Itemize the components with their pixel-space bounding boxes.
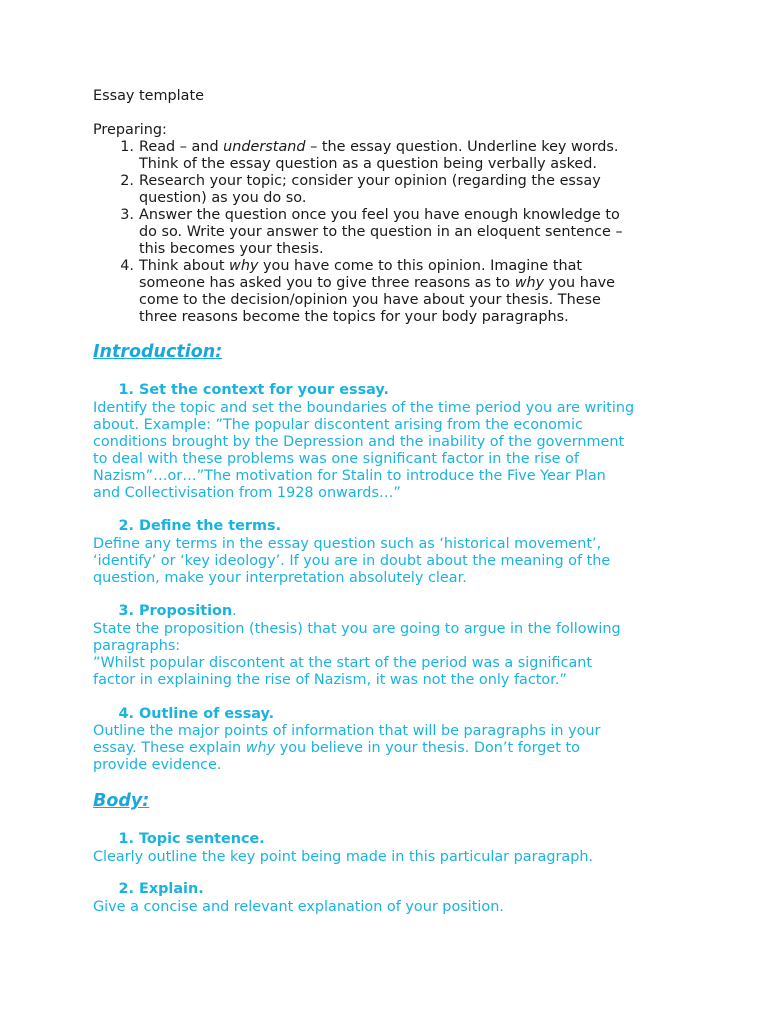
paragraph-line: question, make your interpretation absolutely clear.	[93, 570, 467, 586]
paragraph-line: State the proposition (thesis) that you are going to argue in the following	[93, 621, 621, 637]
paragraph-line: Nazism”…or…”The motivation for Stalin to introduce the Five Year Plan	[93, 468, 606, 484]
paragraph-line: factor in explaining the rise of Nazism, it was not the only factor.”	[93, 672, 567, 688]
paragraph-line: Identify the topic and set the boundaries of the time period you are writing	[93, 400, 635, 416]
list-number: 3.	[120, 207, 134, 223]
subheading: Proposition.	[139, 603, 237, 619]
paragraph-line: about. Example: ”The popular discontent arising from the economic	[93, 417, 583, 433]
list-number: 1.	[118, 382, 134, 398]
list-item-line: three reasons become the topics for your body paragraphs.	[139, 309, 569, 325]
list-item-line: Research your topic; consider your opinion (regarding the essay	[139, 173, 601, 189]
list-number: 2.	[118, 881, 134, 897]
list-number: 4.	[118, 706, 134, 722]
list-item-line: Read – and understand – the essay question. Underline key words.	[139, 139, 619, 155]
paragraph-line: Clearly outline the key point being made in this particular paragraph.	[93, 849, 594, 865]
subheading: Explain.	[139, 881, 204, 897]
paragraph-line: Define any terms in the essay question such as ‘historical movement’,	[93, 536, 602, 552]
section-heading-introduction: Introduction:	[93, 342, 223, 362]
list-item-line: someone has asked you to give three reasons as to why you have	[139, 275, 616, 291]
list-number: 2.	[120, 173, 134, 189]
paragraph-line: and Collectivisation from 1928 onwards…”	[93, 485, 401, 501]
list-number: 3.	[118, 603, 134, 619]
paragraph-line: to deal with these problems was one significant factor in the rise of	[93, 451, 579, 467]
list-item-line: question) as you do so.	[139, 190, 307, 206]
subheading: Define the terms.	[139, 518, 282, 534]
paragraph-line: provide evidence.	[93, 757, 222, 773]
preparing-label: Preparing:	[93, 122, 167, 138]
paragraph-line: Give a concise and relevant explanation of your position.	[93, 899, 504, 915]
list-item-line: Think about why you have come to this opinion. Imagine that	[139, 258, 583, 274]
paragraph-line: conditions brought by the Depression and the inability of the government	[93, 434, 625, 450]
paragraph-line: paragraphs:	[93, 638, 181, 654]
subheading: Topic sentence.	[139, 831, 265, 847]
list-item-line: do so. Write your answer to the question in an eloquent sentence –	[139, 224, 623, 240]
paragraph-line: essay. These explain why you believe in your thesis. Don’t forget to	[93, 740, 580, 756]
list-item-line: this becomes your thesis.	[139, 241, 324, 257]
list-number: 1.	[120, 139, 134, 155]
list-item-line: come to the decision/opinion you have about your thesis. These	[139, 292, 601, 308]
section-heading-body: Body:	[93, 791, 150, 811]
list-number: 2.	[118, 518, 134, 534]
list-number: 4.	[120, 258, 134, 274]
list-number: 1.	[118, 831, 134, 847]
document-title: Essay template	[93, 88, 204, 104]
paragraph-line: Outline the major points of information that will be paragraphs in your	[93, 723, 601, 739]
list-item-line: Think of the essay question as a question being verbally asked.	[139, 156, 597, 172]
paragraph-line: ‘identify’ or ‘key ideology’. If you are in doubt about the meaning of the	[93, 553, 611, 569]
paragraph-line: ”Whilst popular discontent at the start of the period was a significant	[93, 655, 593, 671]
subheading: Outline of essay.	[139, 706, 275, 722]
subheading: Set the context for your essay.	[139, 382, 389, 398]
list-item-line: Answer the question once you feel you have enough knowledge to	[139, 207, 620, 223]
